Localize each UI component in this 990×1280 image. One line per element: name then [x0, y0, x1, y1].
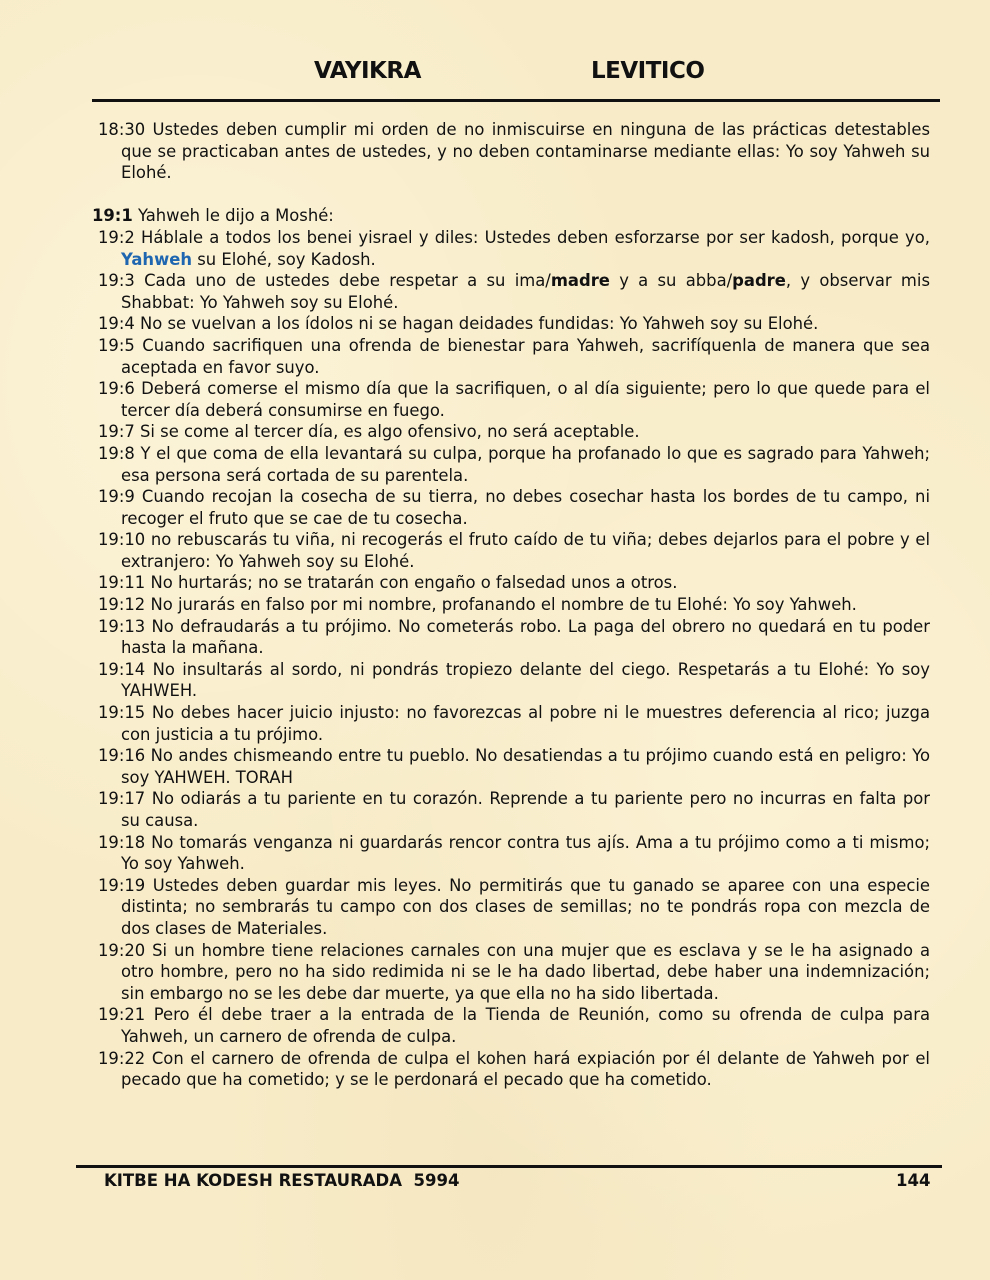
paragraph-gap: [92, 184, 930, 206]
verse-19-1-ref: 19:1: [92, 206, 133, 226]
verse-19-8: 19:8 Y el que coma de ella levantará su culpa, porque ha profanado lo que es sagrado para Yahweh; esa persona será cortada de su parentela.: [98, 443, 930, 485]
verse-19-2-highlight: Yahweh: [121, 249, 193, 269]
book-title-hebrew: VAYIKRA: [314, 58, 421, 84]
verse-19-3-part2: y a su abba/: [609, 271, 733, 291]
verse-18-30: 18:30 Ustedes deben cumplir mi orden de no inmiscuirse en ninguna de las prácticas detestables que se practicaban antes de ustedes, y no deben contaminarse mediante ellas: Yo soy Yahweh su Elohé.: [98, 120, 930, 183]
header-rule: [92, 99, 940, 102]
verse-19-5: 19:5 Cuando sacrifiquen una ofrenda de bienestar para Yahweh, sacrifíquenla de manera que sea aceptada en favor suyo.: [98, 335, 930, 377]
verse-19-17: 19:17 No odiarás a tu pariente en tu corazón. Reprende a tu pariente pero no incurras en falta por su causa.: [98, 789, 930, 830]
verse-19-4: 19:4 No se vuelvan a los ídolos ni se hagan deidades fundidas: Yo Yahweh soy su Elohé.: [98, 314, 819, 334]
verse-19-6: 19:6 Deberá comerse el mismo día que la sacrifiquen, o al día siguiente; pero lo que quede para el tercer día deberá consumirse en fuego.: [98, 379, 930, 420]
book-title-spanish: LEVITICO: [591, 58, 705, 84]
verse-19-1: [92, 205, 930, 227]
page-header: [0, 58, 990, 90]
verse-19-7: 19:7 Si se come al tercer día, es algo ofensivo, no será aceptable.: [98, 422, 640, 442]
verse-19-12: 19:12 No jurarás en falso por mi nombre, profanando el nombre de tu Elohé: Yo soy Yahweh.: [98, 595, 857, 615]
verse-19-20: 19:20 Si un hombre tiene relaciones carnales con una mujer que es esclava y se le ha asignado a otro hombre, pero no ha sido redimida ni se le ha dado libertad, debe haber una indemnización; sin embargo no se les debe dar muerte, ya que ella no ha sido libertada.: [98, 940, 930, 1003]
verse-19-10: 19:10 no rebuscarás tu viña, ni recogerás el fruto caído de tu viña; debes dejarlos para el pobre y el extranjero: Yo Yahweh soy su Elohé.: [98, 530, 930, 571]
verse-19-19: 19:19 Ustedes deben guardar mis leyes. No permitirás que tu ganado se aparee con una especie distinta; no sembrarás tu campo con dos clases de semillas; no te pondrás ropa con mezcla de dos clases de Materiales.: [98, 875, 930, 938]
verse-19-3-part3: , y observar mis Shabbat: Yo Yahweh soy su Elohé.: [121, 271, 930, 312]
footer-book-name: KITBE HA KODESH RESTAURADA 5994: [104, 1171, 460, 1190]
page-body: [92, 119, 930, 1091]
verse-19-3-bold-madre: madre: [550, 271, 610, 291]
verse-19-9: 19:9 Cuando recojan la cosecha de su tierra, no debes cosechar hasta los bordes de tu campo, ni recoger el fruto que se cae de tu cosecha.: [98, 487, 930, 528]
verse-19-18: 19:18 No tomarás venganza ni guardarás rencor contra tus ajís. Ama a tu prójimo como a ti mismo; Yo soy Yahweh.: [98, 832, 930, 874]
verse-19-3-part1: 19:3 Cada uno de ustedes debe respetar a su ima/: [98, 271, 551, 291]
verse-19-2-part1: 19:2 Háblale a todos los benei yisrael y diles: Ustedes deben esforzarse por ser kadosh, porque yo,: [98, 227, 930, 247]
verse-19-13: 19:13 No defraudarás a tu prójimo. No cometerás robo. La paga del obrero no quedará en tu poder hasta la mañana.: [98, 616, 930, 658]
verse-19-2-part2: su Elohé, soy Kadosh.: [192, 249, 376, 269]
verse-19-15: 19:15 No debes hacer juicio injusto: no favorezcas al pobre ni le muestres deferencia al rico; juzga con justicia a tu prójimo.: [98, 703, 930, 744]
verse-19-21: 19:21 Pero él debe traer a la entrada de la Tienda de Reunión, como su ofrenda de culpa para Yahweh, un carnero de ofrenda de culpa.: [98, 1005, 930, 1046]
verse-19-16: 19:16 No andes chismeando entre tu pueblo. No desatiendas a tu prójimo cuando está en peligro: Yo soy YAHWEH. TORAH: [98, 746, 930, 787]
verse-19-14: 19:14 No insultarás al sordo, ni pondrás tropiezo delante del ciego. Respetarás a tu Elohé: Yo soy YAHWEH.: [98, 659, 930, 701]
verse-19-1-text: Yahweh le dijo a Moshé:: [132, 206, 334, 226]
verse-19-11: 19:11 No hurtarás; no se tratarán con engaño o falsedad unos a otros.: [98, 573, 678, 593]
verse-19-22: 19:22 Con el carnero de ofrenda de culpa el kohen hará expiación por él delante de Yahweh por el pecado que ha cometido; y se le perdonará el pecado que ha cometido.: [98, 1048, 930, 1090]
page-number: 144: [896, 1171, 931, 1190]
verse-19-3: [92, 270, 930, 313]
footer-rule: [76, 1165, 942, 1168]
verse-19-3-bold-padre: padre: [732, 271, 786, 291]
verse-19-2: [92, 227, 930, 270]
